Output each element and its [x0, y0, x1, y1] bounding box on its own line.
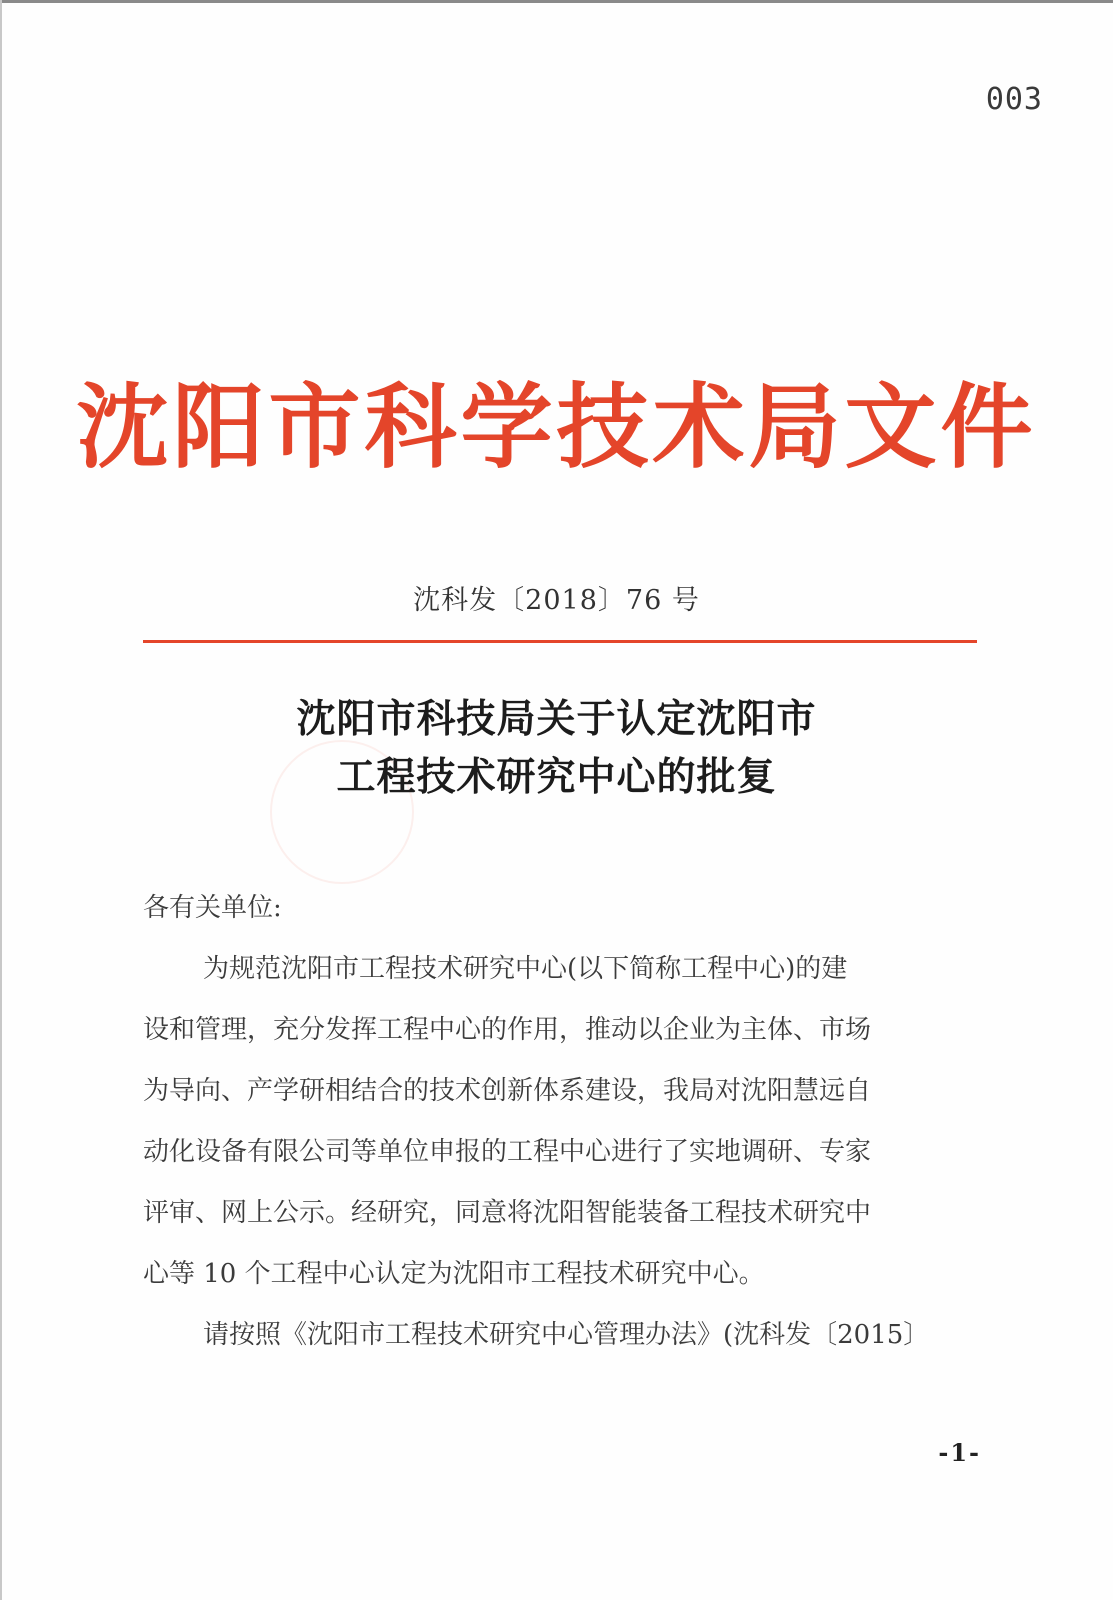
scan-edge-top [0, 0, 1113, 3]
title-line-1: 沈阳市科技局关于认定沈阳市 [296, 696, 817, 742]
body-line: 为规范沈阳市工程技术研究中心(以下简称工程中心)的建 [203, 954, 848, 984]
body-line: 请按照《沈阳市工程技术研究中心管理办法》(沈科发〔2015〕 [203, 1320, 930, 1350]
document-number: 沈科发〔2018〕76 号 [413, 585, 700, 616]
document-body [143, 878, 983, 1366]
document-title [0, 690, 1113, 806]
page-stamp-number: 003 [985, 82, 1043, 117]
title-line-2: 工程技术研究中心的批复 [336, 754, 777, 800]
body-line: 心等 10 个工程中心认定为沈阳市工程技术研究中心。 [143, 1259, 765, 1289]
salutation: 各有关单位: [143, 893, 282, 923]
body-line: 评审、网上公示。经研究，同意将沈阳智能装备工程技术研究中 [143, 1198, 872, 1228]
page-number-footer: -1- [938, 1438, 981, 1467]
red-divider-rule [143, 640, 977, 643]
masthead: 沈阳市科学技术局文件 [76, 373, 1037, 481]
body-line: 设和管理，充分发挥工程中心的作用，推动以企业为主体、市场 [143, 1015, 872, 1045]
body-line: 动化设备有限公司等单位申报的工程中心进行了实地调研、专家 [143, 1137, 872, 1167]
body-line: 为导向、产学研相结合的技术创新体系建设，我局对沈阳慧远自 [143, 1076, 872, 1106]
